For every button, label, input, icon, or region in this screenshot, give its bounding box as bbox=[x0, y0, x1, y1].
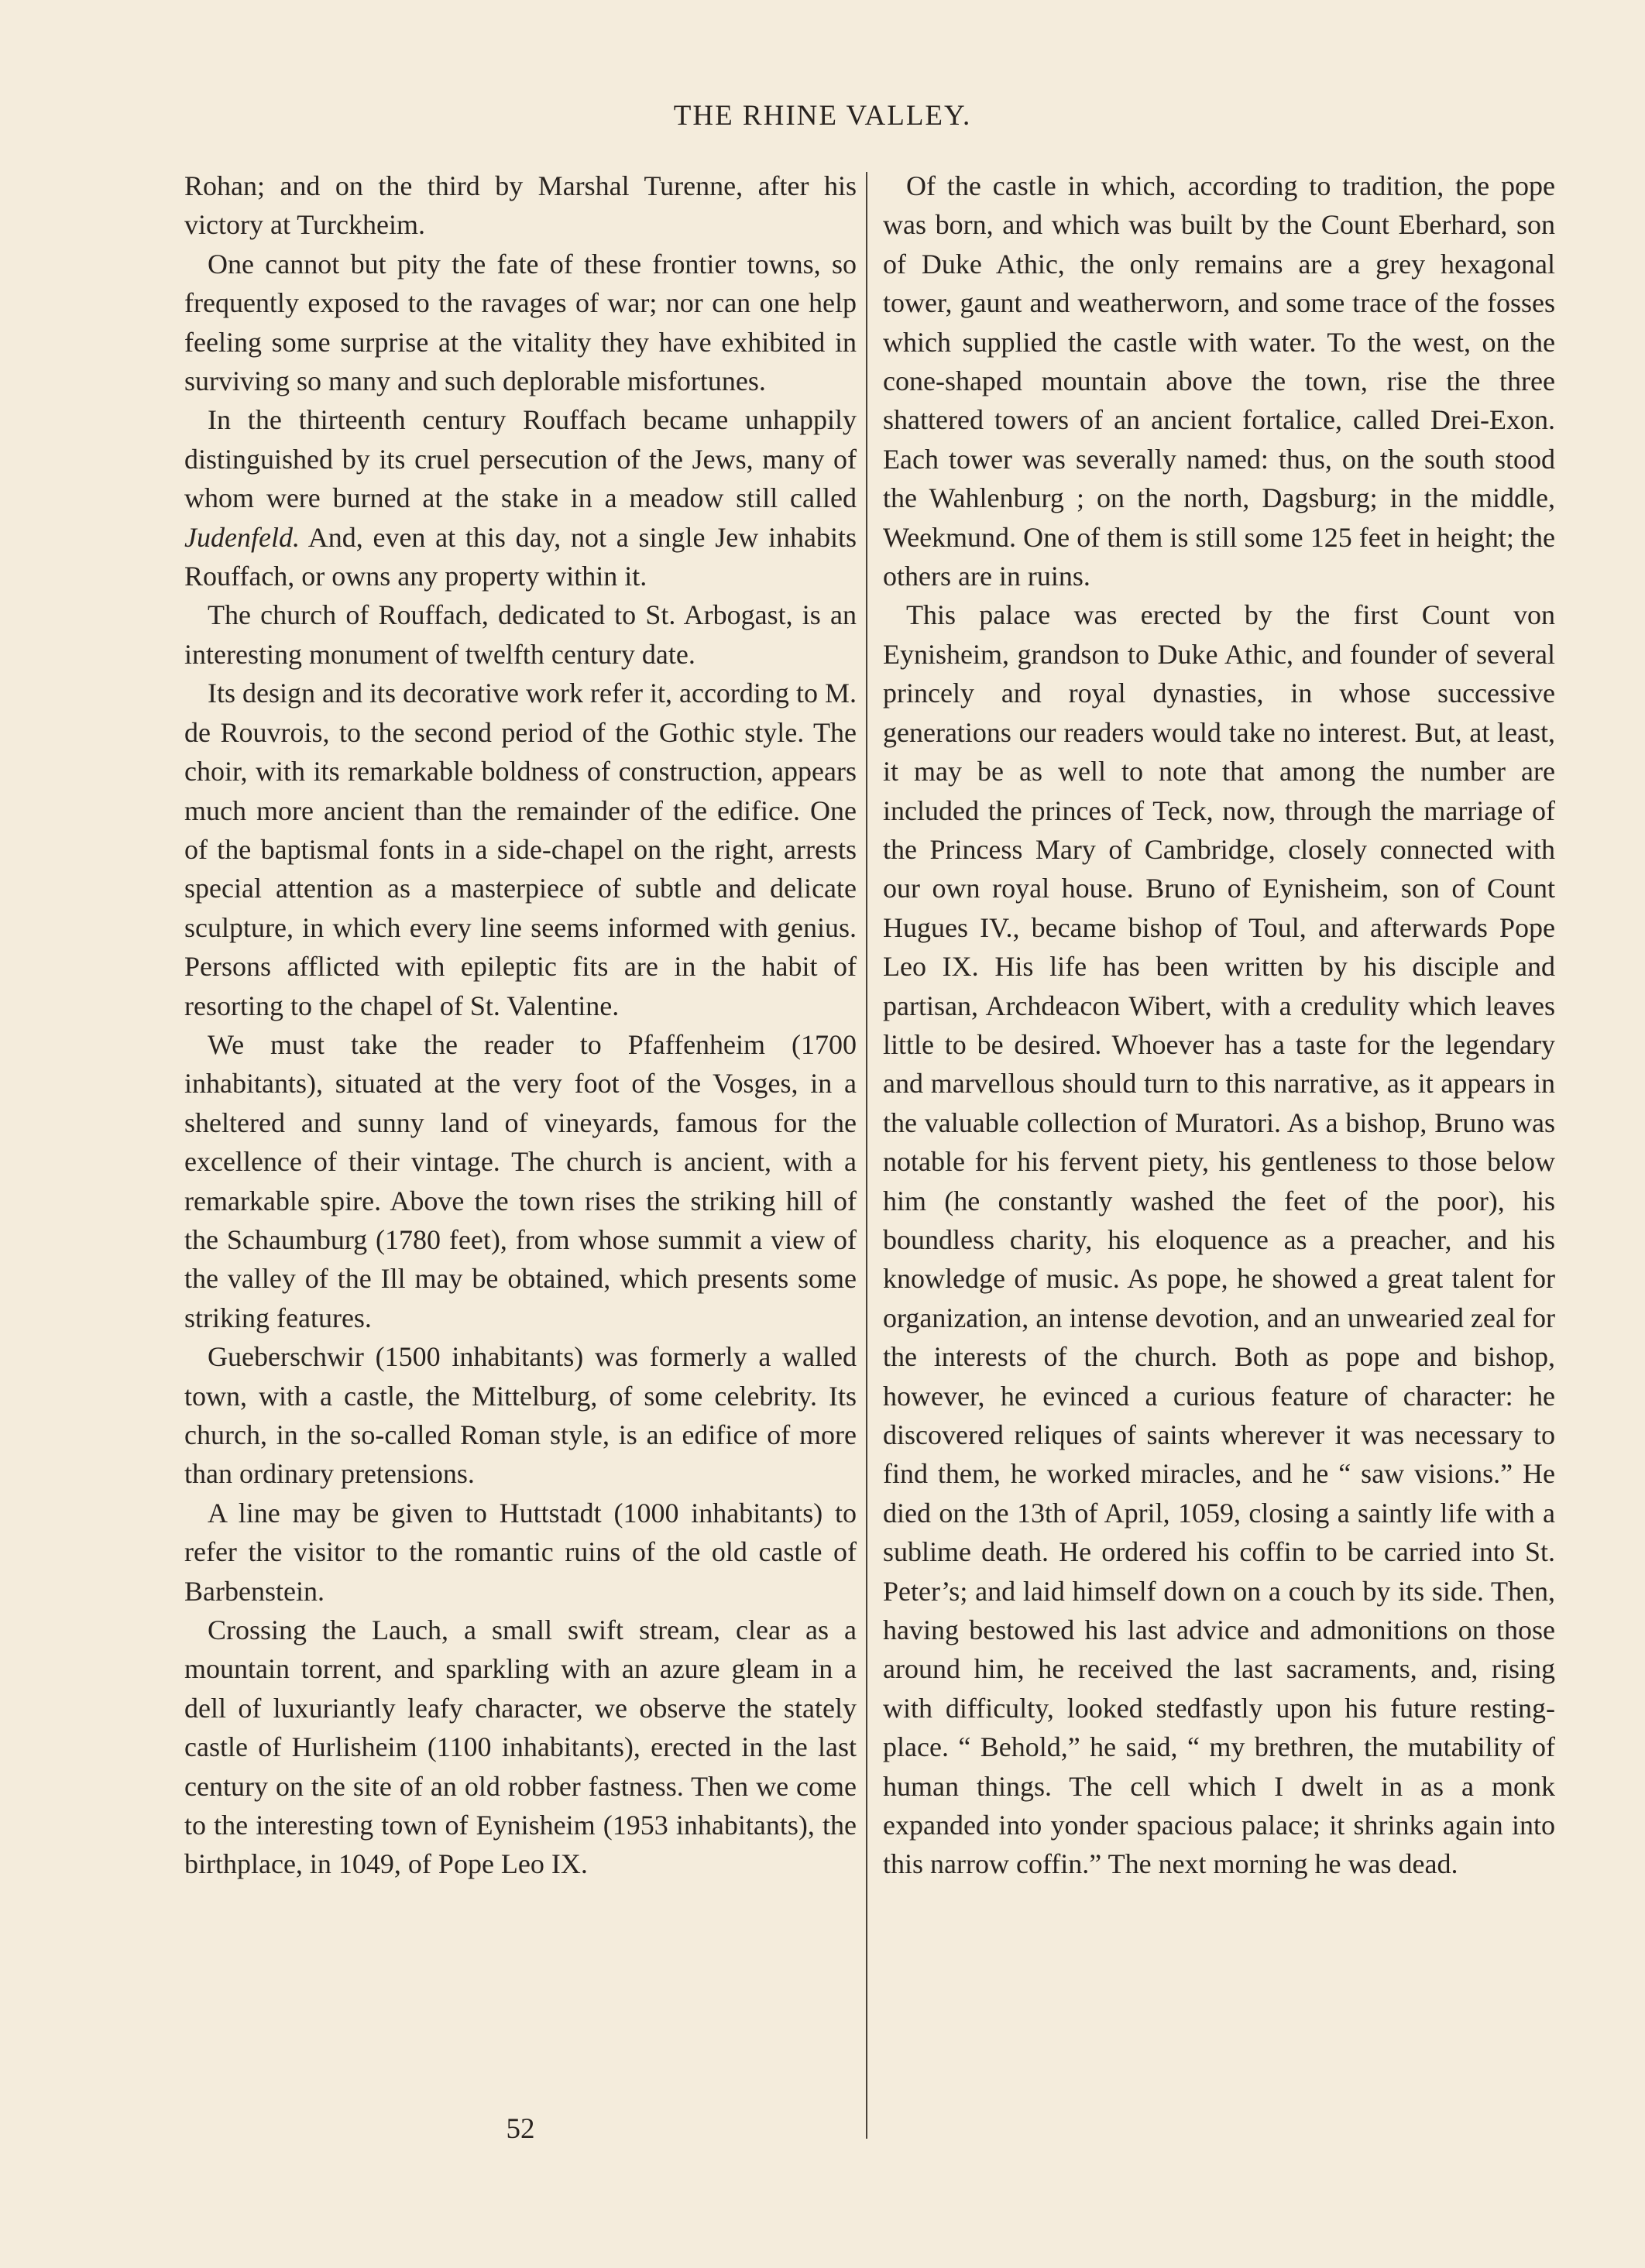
page-number: 52 bbox=[506, 2113, 535, 2145]
right-column bbox=[883, 166, 1555, 1884]
paragraph: Rohan; and on the third by Marshal Turenne, after his victory at Turckheim. bbox=[184, 170, 857, 241]
paragraph bbox=[184, 400, 857, 595]
left-column bbox=[184, 166, 857, 1884]
paragraph: We must take the reader to Pfaffenheim (1700 inhabitants), situated at the very foot of the Vosges, in a sheltered and sunny land of vineyards, famous for the excellence of their vintage. The church is ancient, with a remarkable spire. Above the town rises the striking hill of the Schaumburg (1780 feet), from whose summit a view of the valley of the Ill may be obtained, which presents some striking features. bbox=[184, 1028, 857, 1333]
paragraph: One cannot but pity the fate of these frontier towns, so frequently exposed to the ravages of war; nor can one help feeling some surprise at the vitality they have exhibited in surviving so many and such deplorable misfortunes. bbox=[184, 248, 857, 397]
paragraph: Of the castle in which, according to tradition, the pope was born, and which was built by the Count Eberhard, son of Duke Athic, the only remains are a grey hexagonal tower, gaunt and weatherworn, and some trace of the fosses which supplied the castle with water. To the west, on the cone-shaped mountain above the town, rise the three shattered towers of an ancient fortalice, called Drei-Exon. Each tower was severally named: thus, on the south stood the Wahlenburg ; on the north, Dagsburg; in the middle, Weekmund. One of them is still some 125 feet in height; the others are in ruins. bbox=[883, 170, 1555, 592]
italic-place-name: Judenfeld. bbox=[184, 521, 300, 553]
running-head: THE RHINE VALLEY. bbox=[673, 100, 972, 132]
column-divider bbox=[866, 172, 867, 2139]
paragraph: A line may be given to Huttstadt (1000 inhabitants) to refer the visitor to the romantic ruins of the old castle of Barbenstein. bbox=[184, 1497, 857, 1607]
paragraph-text: In the thirteenth century Rouffach became unhappily distinguished by its cruel persecution of the Jews, many of whom were burned at the stake in a meadow still called bbox=[184, 404, 857, 514]
paragraph-text: And, even at this day, not a single Jew inhabits Rouffach, or owns any property within it. bbox=[184, 521, 857, 592]
paragraph: This palace was erected by the first Count von Eynisheim, grandson to Duke Athic, and founder of several princely and royal dynasties, in whose successive generations our readers would take no interest. But, at least, it may be as well to note that among the number are included the princes of Teck, now, through the marriage of the Princess Mary of Cambridge, closely connected with our own royal house. Bruno of Eynisheim, son of Count Hugues IV., became bishop of Toul, and afterwards Pope Leo IX. His life has been written by his disciple and partisan, Archdeacon Wibert, with a credulity which leaves little to be desired. Whoever has a taste for the legendary and marvellous should turn to this narrative, as it appears in the valuable collection of Muratori. As a bishop, Bruno was notable for his fervent piety, his gentleness to those below him (he constantly washed the feet of the poor), his boundless charity, his eloquence as a preacher, and his knowledge of music. As pope, he showed a great talent for organization, an intense devotion, and an unwearied zeal for the interests of the church. Both as pope and bishop, however, he evinced a curious feature of character: he discovered reliques of saints wherever it was necessary to find them, he worked miracles, and he “ saw visions.” He died on the 13th of April, 1059, closing a saintly life with a sublime death. He ordered his coffin to be carried into St. Peter’s; and laid himself down on a couch by its side. Then, having bestowed his last advice and admonitions on those around him, he received the last sacraments, and, rising with difficulty, looked stedfastly upon his future resting-place. “ Behold,” he said, “ my brethren, the mutability of human things. The cell which I dwelt in as a monk expanded into yonder spacious palace; it shrinks again into this narrow coffin.” The next morning he was dead. bbox=[883, 599, 1555, 1880]
paragraph: Its design and its decorative work refer it, according to M. de Rouvrois, to the second period of the Gothic style. The choir, with its remarkable boldness of construction, appears much more ancient than the remainder of the edifice. One of the baptismal fonts in a side-chapel on the right, arrests special attention as a masterpiece of subtle and delicate sculpture, in which every line seems informed with genius. Persons afflicted with epileptic fits are in the habit of resorting to the chapel of St. Valentine. bbox=[184, 678, 857, 1021]
paragraph: Gueberschwir (1500 inhabitants) was formerly a walled town, with a castle, the Mittelburg, of some celebrity. Its church, in the so-called Roman style, is an edifice of more than ordinary pretensions. bbox=[184, 1341, 857, 1490]
paragraph: The church of Rouffach, dedicated to St. Arbogast, is an interesting monument of twelfth century date. bbox=[184, 599, 857, 670]
paragraph: Crossing the Lauch, a small swift stream, clear as a mountain torrent, and sparkling with an azure gleam in a dell of luxuriantly leafy character, we observe the stately castle of Hurlisheim (1100 inhabitants), erected in the last century on the site of an old robber fastness. Then we come to the interesting town of Eynisheim (1953 inhabitants), the birthplace, in 1049, of Pope Leo IX. bbox=[184, 1614, 857, 1880]
